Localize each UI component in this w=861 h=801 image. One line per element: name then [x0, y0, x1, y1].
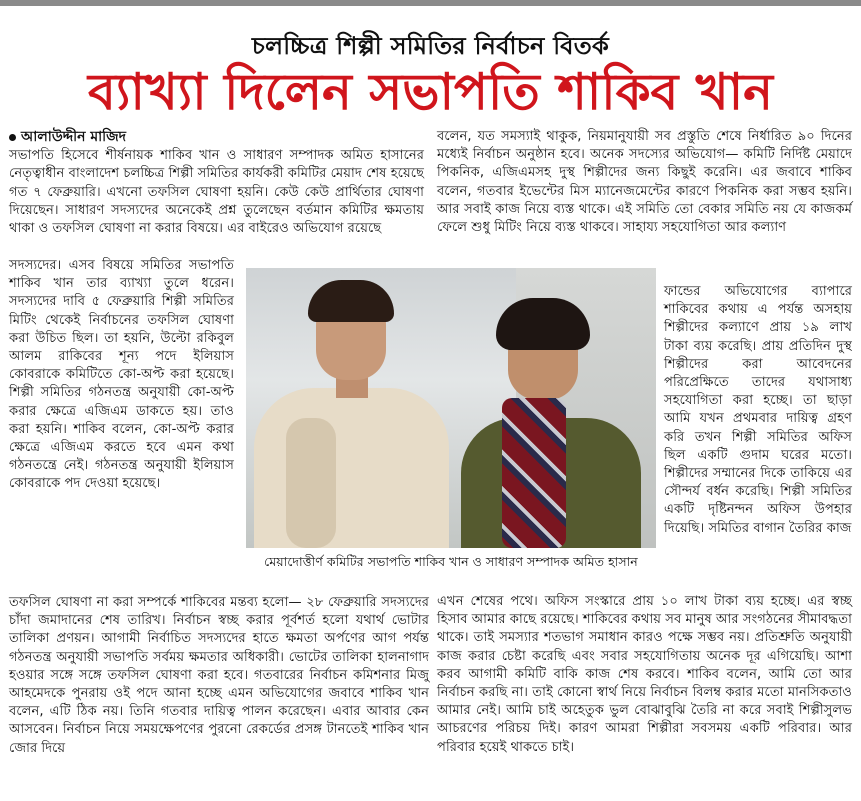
photo-scarf: [502, 398, 566, 548]
column-left-top: [9, 128, 424, 238]
top-rule: [0, 0, 861, 6]
kicker-title: চলচ্চিত্র শিল্পী সমিতির নির্বাচন বিতর্ক: [251, 32, 610, 60]
paragraph-right-narrow: ফান্ডের অভিযোগের ব্যাপারে শাকিবের কথায় এ পর্যন্ত অসহায় শিল্পীদের কল্যাণে প্রায় ১৯ লাখ টাকা ব্যয় করেছি। প্রায় প্রতিদিন দুস্থ শিল্পীদের করা আবেদনের পরিপ্রেক্ষিতে তাদের যথাসাধ্য সহযোগিতা করা হচ্ছে। তা ছাড়া আমি যখন প্রথমবার দায়িত্ব গ্রহণ করি তখন শিল্পী সমিতির অফিস ছিল একটি গুদাম ঘরের মতো। শিল্পীদের সম্মানের দিকে তাকিয়ে এর সৌন্দর্য বর্ধন করেছি। শিল্পী সমিতির একটি দৃষ্টিনন্দন অফিস উপহার দিয়েছি। সমিতির বাগান তৈরির কাজ: [664, 284, 852, 536]
photo-person-left-shirt: [254, 388, 449, 548]
headline: ব্যাখ্যা দিলেন সভাপতি শাকিব খান: [88, 63, 773, 121]
paragraph-left-bottom: তফসিল ঘোষণা না করা সম্পর্কে শাকিবের মন্তব্য হলো— ২৮ ফেব্রুয়ারি সদস্যদের চাঁদা জমাদানের শেষ তারিখ। নির্বাচন স্বচ্ছ করার পূর্বশর্ত হলো যথার্থ ভোটার তালিকা প্রণয়ন। আগামী নির্বাচিত সদস্যদের হাতে ক্ষমতা অর্পণের আগ পর্যন্ত গঠনতন্ত্র অনুযায়ী সভাপতি সর্বময় ক্ষমতার অধিকারী। ভোটের তালিকা হালনাগাদ হওয়ার সঙ্গে সঙ্গে তফসিল ঘোষণা করা হবে। গতবারের নির্বাচন কমিশনার মিজু আহমেদকে পুনরায় ওই পদে আনা হচ্ছে এমন অভিযোগের জবাবে শাকিব খান বলেন, এটি ঠিক নয়। তিনি গতবার দায়িত্ব পালন করেছেন। এবার আবার কেন আসবেন। নির্বাচন নিয়ে সময়ক্ষেপণের পুরনো রেকর্ডের প্রসঙ্গ টানতেই শাকিব খান জোর দিয়ে: [9, 595, 429, 756]
paragraph-left-top: সভাপতি হিসেবে শীর্ষনায়ক শাকিব খান ও সাধারণ সম্পাদক অমিত হাসানের নেতৃত্বাধীন বাংলাদেশ চলচ্চিত্র শিল্পী সমিতির কার্যকরী কমিটির মেয়াদ শেষ হয়েছে গত ৭ ফেব্রুয়ারি। এখনো তফসিল ঘোষণা হয়নি। কেউ কেউ প্রার্থিতার ঘোষণা দিয়েছেন। সাধারণ সদস্যদের অনেকেই প্রশ্ন তুলেছেন বর্তমান কমিটির ক্ষমতায় থাকা ও তফসিল ঘোষণা না করার বিষয়ে। এর বাইরেও অভিযোগ রয়েছে: [9, 148, 424, 237]
author-name: আলাউদ্দীন মাজিদ: [21, 129, 127, 145]
column-left-bottom: [9, 594, 429, 758]
column-right-bottom: [437, 593, 852, 757]
paragraph-left-narrow: সদস্যদের। এসব বিষয়ে সমিতির সভাপতি শাকিব খান তার ব্যাখ্যা তুলে ধরেন। সদস্যদের দাবি ৫ ফেব্রুয়ারি শিল্পী সমিতির মিটিং থেকেই নির্বাচনের তফসিল ঘোষণা করা উচিত ছিল। তা হয়নি, উল্টো রকিবুল আলম রাকিবের শূন্য পদে ইলিয়াস কোবরাকে কমিটিতে কো-অপ্ট করা হয়েছে। শিল্পী সমিতির গঠনতন্ত্র অনুযায়ী কো-অপ্ট করার ক্ষেত্রে এজিএম ডাকতে হয়। তাও করা হয়নি। শাকিব বলেন, কো-অপ্ট করার ক্ষেত্রে এজিএম করতে হবে এমন কথা গঠনতন্ত্রে নেই। গঠনতন্ত্র অনুযায়ী ইলিয়াস কোবরাকে পদ দেওয়া হয়েছে।: [9, 258, 234, 492]
photo-shirt-shade: [286, 418, 336, 548]
column-right-narrow: [664, 283, 852, 538]
photo-caption: মেয়াদোত্তীর্ণ কমিটির সভাপতি শাকিব খান ও সাধারণ সম্পাদক অমিত হাসান: [264, 554, 638, 569]
paragraph-right-top: বলেন, যত সমস্যাই থাকুক, নিয়মানুযায়ী সব প্রস্তুতি শেষে নির্ধারিত ৯০ দিনের মধ্যেই নির্বাচন অনুষ্ঠান হবে। অনেক সদস্যের অভিযোগ— কমিটি নির্দিষ্ট মেয়াদে পিকনিক, এজিএমসহ দুস্থ শিল্পীদের জন্য কিছুই করেনি। এর জবাবে শাকিব বলেন, গতবার ইভেন্টের মিস ম্যানেজমেন্টের কারণে পিকনিক করা সম্ভব হয়নি। আর সবাই কাজ নিয়ে ব্যস্ত থাকে। এই সমিতি তো বেকার সমিতি নয় যে কাজকর্ম ফেলে শুধু মিটিং নিয়ে ব্যস্ত থাকবে। সাহায্য সহযোগিতা আর কল্যাণ: [437, 129, 852, 236]
column-right-top: [437, 128, 852, 237]
photo-person-left-hair: [308, 280, 394, 322]
column-left-narrow: [9, 257, 234, 494]
article-photo: [246, 268, 656, 548]
photo-person-right-hair: [496, 298, 590, 350]
paragraph-right-bottom: এখন শেষের পথে। অফিস সংস্কারে প্রায় ১০ লাখ টাকা ব্যয় হচ্ছে। এর স্বচ্ছ হিসাব আমার কাছে রয়েছে। শাকিবের কথায় সব মানুষ আর সংগঠনের সীমাবদ্ধতা থাকে। তাই সমস্যার শতভাগ সমাধান কারও পক্ষে সম্ভব নয়। প্রতিশ্রুতি অনুযায়ী কাজ করার চেষ্টা করেছি এবং সবার সহযোগিতায় অনেক দূর এগিয়েছি। আশা করব আগামী কমিটি বাকি কাজ শেষ করবে। শাকিব বলেন, আমি তো আর নির্বাচন করছি না। তাই কোনো স্বার্থ নিয়ে নির্বাচন বিলম্ব করার মতো মানসিকতাও আমার নেই। আমি চাই অহেতুক ভুল বোঝাবুঝি তৈরি না করে সবাই শিল্পীসুলভ আচরণের পরিচয় দিই। কারণ আমরা শিল্পীরা সবসময় একটি পরিবার। আর পরিবার হয়েই থাকতে চাই।: [437, 594, 852, 755]
bullet-icon: [9, 134, 16, 141]
author-byline: [9, 128, 424, 146]
